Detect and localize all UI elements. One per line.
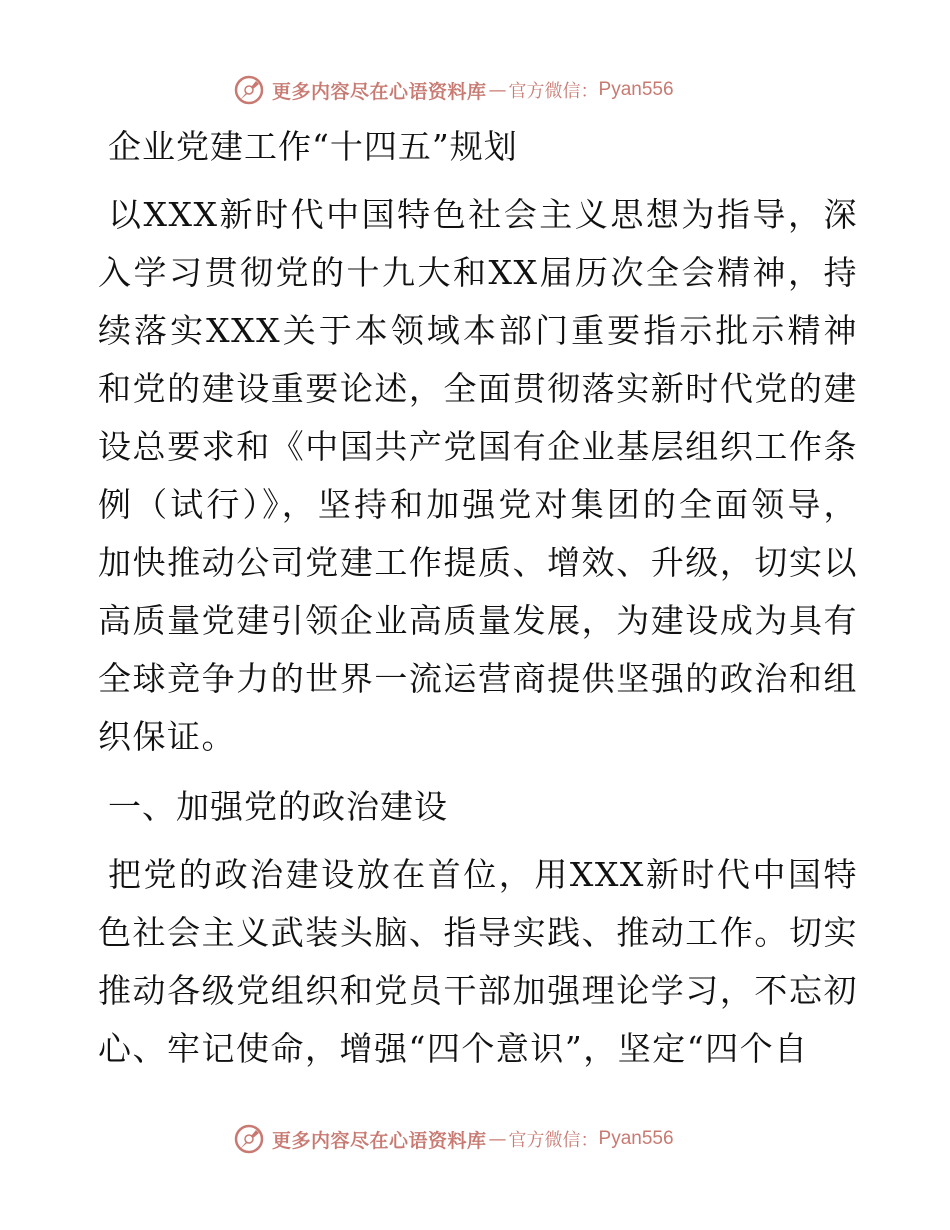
quill-logo-icon bbox=[232, 1122, 266, 1156]
watermark-footer bbox=[232, 1121, 674, 1157]
watermark-wechat-label: 官方微信： bbox=[508, 1130, 599, 1151]
watermark-text: 更多内容尽在心语资料库 bbox=[272, 1129, 487, 1152]
watermark-wechat-label: 官方微信： bbox=[508, 81, 599, 102]
watermark-wechat-id: Pyan556 bbox=[598, 79, 674, 100]
watermark-dash: — bbox=[488, 79, 507, 101]
document-body bbox=[98, 118, 858, 1078]
watermark-wechat-id: Pyan556 bbox=[598, 1128, 674, 1149]
document-title: 企业党建工作“十四五”规划 bbox=[108, 127, 518, 166]
watermark-header bbox=[232, 72, 674, 108]
section-heading: 一、加强党的政治建设 bbox=[108, 787, 448, 826]
section-paragraph: 把党的政治建设放在首位，用XXX新时代中国特色社会主义武装头脑、指导实践、推动工作。切实推动各级党组织和党员干部加强理论学习，不忘初心、牢记使命，增强“四个意识”，坚定“四个自 bbox=[98, 855, 858, 1068]
intro-paragraph: 以XXX新时代中国特色社会主义思想为指导，深入学习贯彻党的十九大和XX届历次全会精神，持续落实XXX关于本领域本部门重要指示批示精神和党的建设重要论述，全面贯彻落实新时代党的建设总要求和《中国共产党国有企业基层组织工作条例（试行）》，坚持和加强党对集团的全面领导，加快推动公司党建工作提质、增效、升级，切实以高质量党建引领企业高质量发展，为建设成为具有全球竞争力的世界一流运营商提供坚强的政治和组织保证。 bbox=[98, 195, 858, 756]
quill-logo-icon bbox=[232, 73, 266, 107]
watermark-text: 更多内容尽在心语资料库 bbox=[272, 80, 487, 103]
watermark-dash: — bbox=[488, 1128, 507, 1150]
